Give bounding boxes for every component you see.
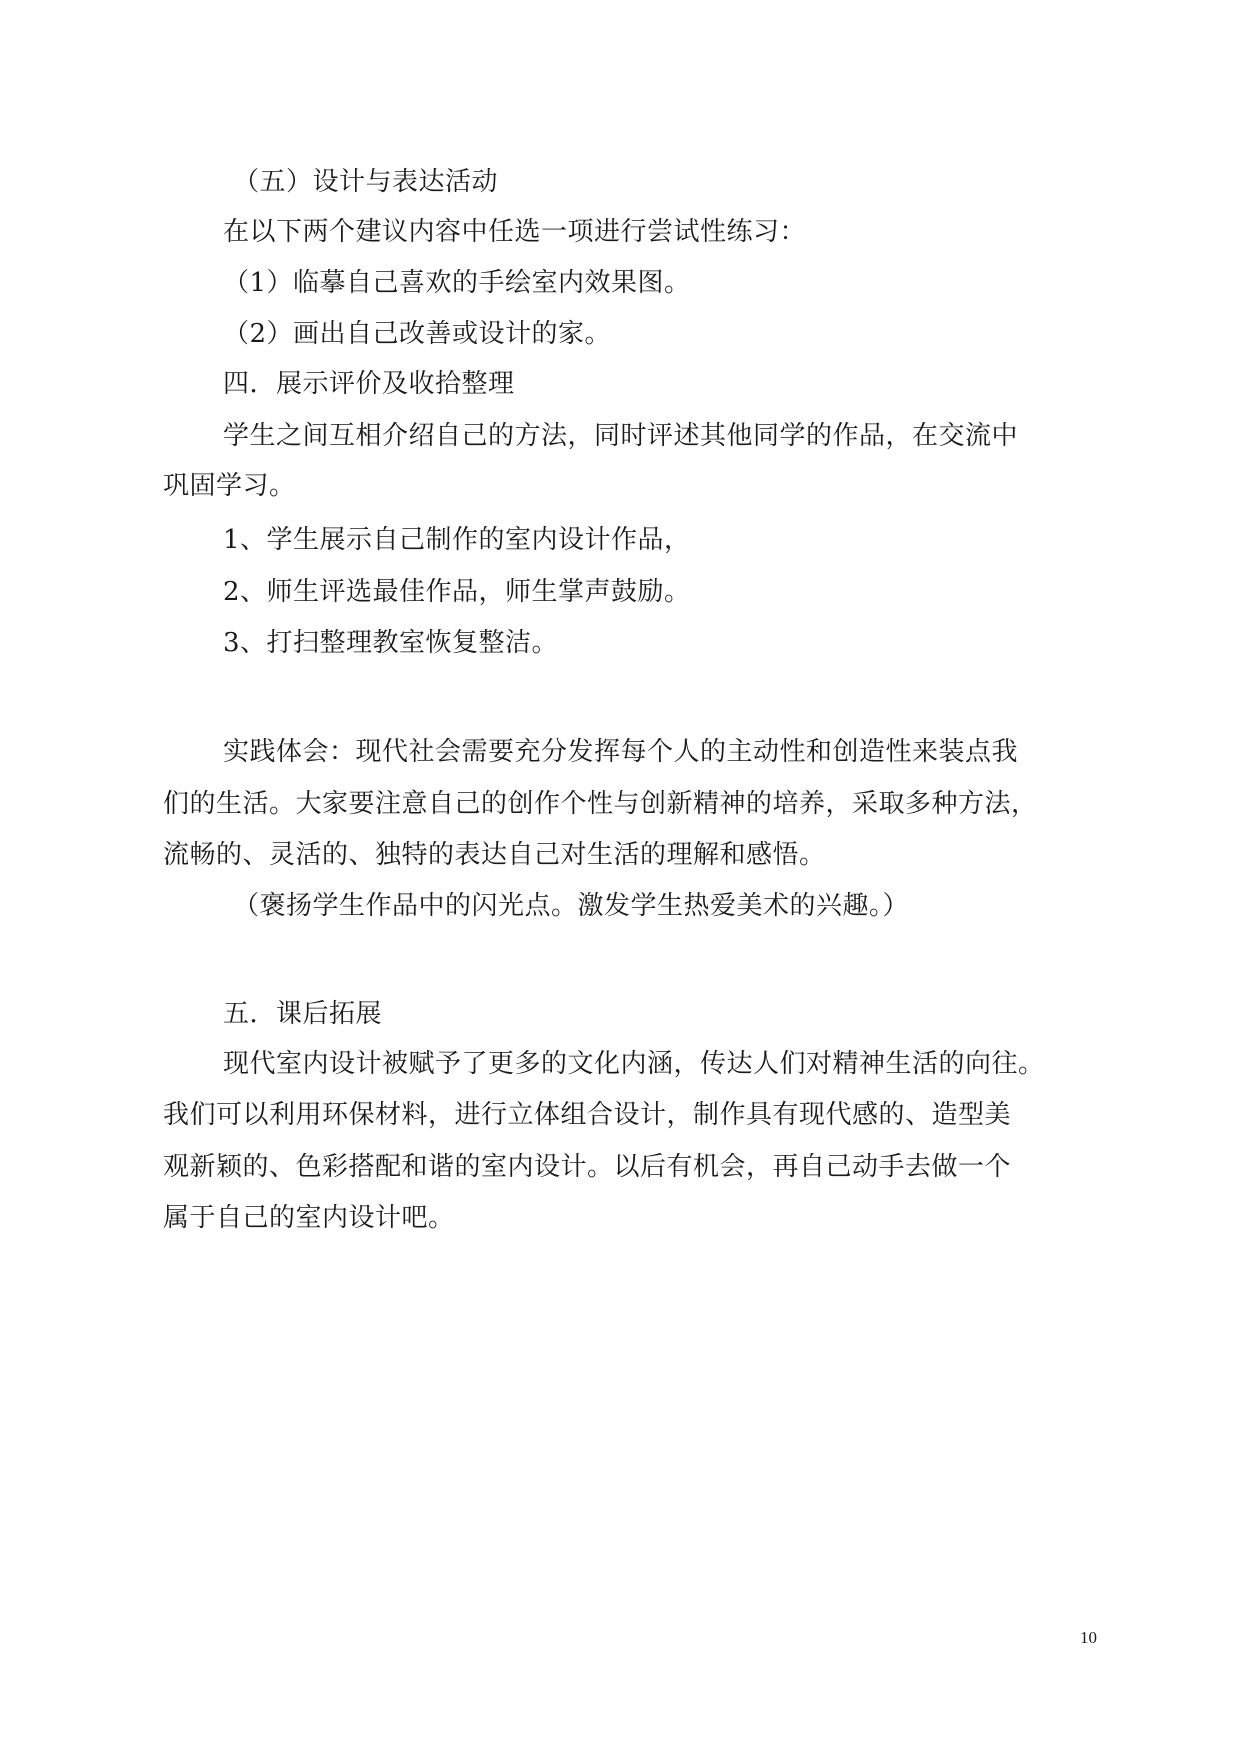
practice-reflection-line-3: 流畅的、灵活的、独特的表达自己对生活的理解和感悟。 (163, 840, 826, 870)
evaluation-paragraph-line-2: 巩固学习。 (163, 471, 296, 501)
extension-paragraph-line-2: 我们可以利用环保材料，进行立体组合设计，制作具有现代感的、造型美 (163, 1100, 1012, 1130)
practice-note: （褒扬学生作品中的闪光点。激发学生热爱美术的兴趣。） (233, 891, 910, 921)
practice-reflection-line-2: 们的生活。大家要注意自己的创作个性与创新精神的培养，采取多种方法， (163, 789, 1038, 819)
practice-reflection-line-1: 实践体会：现代社会需要充分发挥每个人的主动性和创造性来装点我 (223, 737, 1019, 767)
activity-option-2: （2）画出自己改善或设计的家。 (223, 319, 612, 349)
extension-paragraph-line-4: 属于自己的室内设计吧。 (163, 1203, 455, 1233)
section-heading-after-class-extension: 五．课后拓展 (223, 999, 383, 1029)
evaluation-paragraph-line-1: 学生之间互相介绍自己的方法，同时评述其他同学的作品，在交流中 (223, 421, 1019, 451)
extension-paragraph-line-1: 现代室内设计被赋予了更多的文化内涵，传达人们对精神生活的向往。 (223, 1049, 1045, 1079)
activity-option-1: （1）临摹自己喜欢的手绘室内效果图。 (223, 268, 691, 298)
page-number: 10 (1080, 1628, 1097, 1647)
evaluation-step-1: 1、学生展示自己制作的室内设计作品， (223, 525, 691, 555)
activity-intro: 在以下两个建议内容中任选一项进行尝试性练习： (223, 217, 807, 247)
section-heading-display-evaluation: 四．展示评价及收拾整理 (223, 369, 515, 399)
evaluation-step-2: 2、师生评选最佳作品，师生掌声鼓励。 (223, 577, 691, 607)
evaluation-step-3: 3、打扫整理教室恢复整洁。 (223, 628, 559, 658)
extension-paragraph-line-3: 观新颖的、色彩搭配和谐的室内设计。以后有机会，再自己动手去做一个 (163, 1152, 1012, 1182)
section-heading-design-expression: （五）设计与表达活动 (233, 167, 499, 197)
